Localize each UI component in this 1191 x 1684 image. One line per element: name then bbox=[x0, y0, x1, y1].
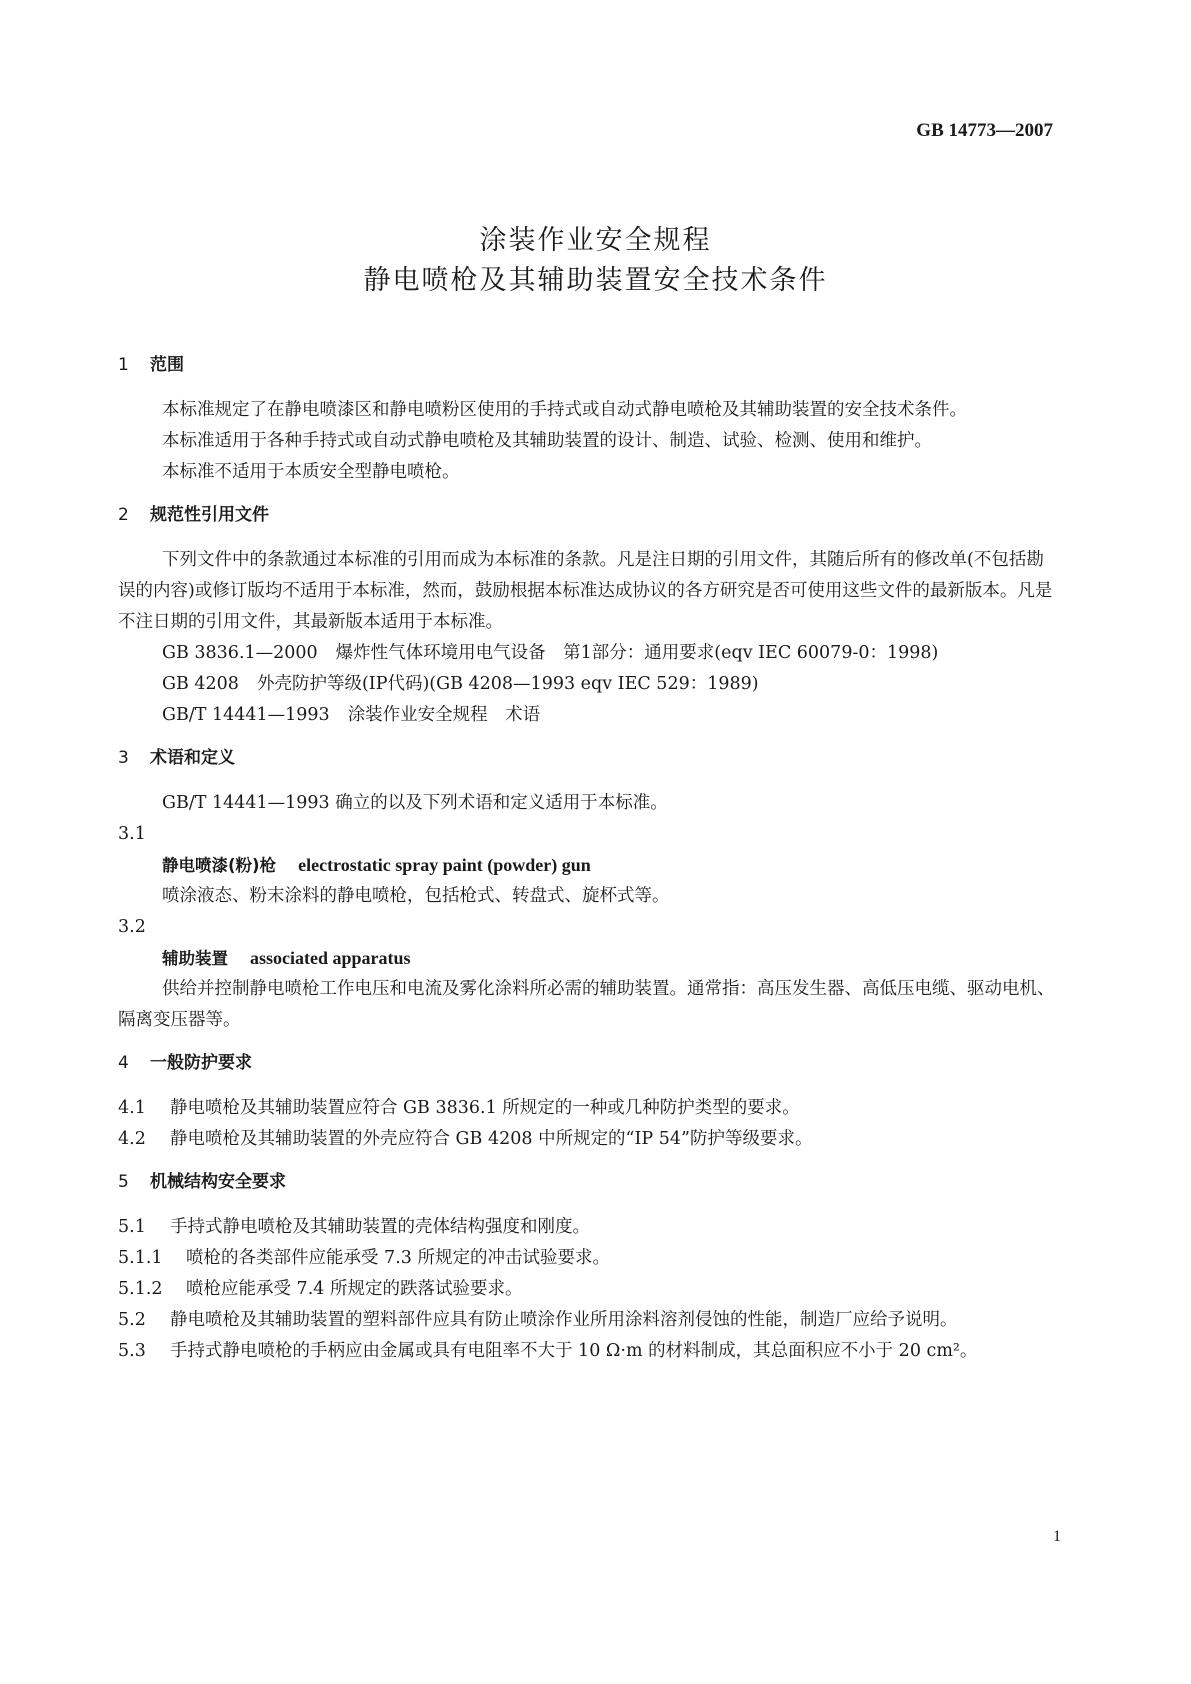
section-heading: 3 术语和定义 bbox=[118, 748, 235, 768]
term-number: 3.2 bbox=[118, 917, 146, 937]
paragraph: 下列文件中的条款通过本标准的引用而成为本标准的条款。凡是注日期的引用文件，其随后所有的修改单(不包括勘误的内容)或修订版均不适用于本标准，然而，鼓励根据本标准达成协议的各方研究是否可使用这些文件的最新版本。凡是不注日期的引用文件，其最新版本适用于本标准。 bbox=[118, 550, 1053, 632]
clause: 5.1.2 喷枪应能承受 7.4 所规定的跌落试验要求。 bbox=[118, 1279, 523, 1299]
term-name: 辅助装置 associated apparatus bbox=[162, 948, 411, 968]
term-number: 3.1 bbox=[118, 824, 146, 844]
clause: 4.2 静电喷枪及其辅助装置的外壳应符合 GB 4208 中所规定的“IP 54”防护等级要求。 bbox=[118, 1129, 813, 1149]
term-definition: 供给并控制静电喷枪工作电压和电流及雾化涂料所必需的辅助装置。通常指：高压发生器、高低压电缆、驱动电机、隔离变压器等。 bbox=[118, 979, 1055, 1030]
page-number: 1 bbox=[1053, 1528, 1061, 1545]
document-body bbox=[118, 350, 1055, 1367]
term-name: 静电喷漆(粉)枪 electrostatic spray paint (powder) gun bbox=[162, 855, 591, 875]
clause: 5.2 静电喷枪及其辅助装置的塑料部件应具有防止喷涂作业所用涂料溶剂侵蚀的性能，制造厂应给予说明。 bbox=[118, 1310, 958, 1330]
section-heading: 4 一般防护要求 bbox=[118, 1053, 252, 1073]
paragraph: 本标准规定了在静电喷漆区和静电喷粉区使用的手持式或自动式静电喷枪及其辅助装置的安全技术条件。 bbox=[162, 400, 967, 420]
document-title-line2: 静电喷枪及其辅助装置安全技术条件 bbox=[363, 265, 828, 296]
document-title-line1: 涂装作业安全规程 bbox=[479, 225, 712, 256]
section-heading: 2 规范性引用文件 bbox=[118, 505, 269, 525]
clause: 5.1.1 喷枪的各类部件应能承受 7.3 所规定的冲击试验要求。 bbox=[118, 1248, 610, 1268]
reference-item: GB 4208 外壳防护等级(IP代码)(GB 4208—1993 eqv IEC 529：1989) bbox=[162, 674, 759, 694]
section-heading: 5 机械结构安全要求 bbox=[118, 1172, 286, 1192]
paragraph: 本标准不适用于本质安全型静电喷枪。 bbox=[162, 462, 460, 482]
reference-item: GB/T 14441—1993 涂装作业安全规程 术语 bbox=[162, 705, 541, 725]
term-definition: 喷涂液态、粉末涂料的静电喷枪，包括枪式、转盘式、旋杯式等。 bbox=[162, 886, 670, 906]
standard-code: GB 14773—2007 bbox=[916, 120, 1053, 141]
clause: 5.3 手持式静电喷枪的手柄应由金属或具有电阻率不大于 10 Ω·m 的材料制成，其总面积应不小于 20 cm²。 bbox=[118, 1341, 978, 1361]
paragraph: GB/T 14441—1993 确立的以及下列术语和定义适用于本标准。 bbox=[162, 793, 668, 813]
section-heading: 1 范围 bbox=[118, 355, 184, 375]
clause: 4.1 静电喷枪及其辅助装置应符合 GB 3836.1 所规定的一种或几种防护类型的要求。 bbox=[118, 1098, 800, 1118]
paragraph: 本标准适用于各种手持式或自动式静电喷枪及其辅助装置的设计、制造、试验、检测、使用和维护。 bbox=[162, 431, 932, 451]
reference-item: GB 3836.1—2000 爆炸性气体环境用电气设备 第1部分：通用要求(eqv IEC 60079-0：1998) bbox=[162, 643, 939, 663]
clause: 5.1 手持式静电喷枪及其辅助装置的壳体结构强度和刚度。 bbox=[118, 1217, 590, 1237]
